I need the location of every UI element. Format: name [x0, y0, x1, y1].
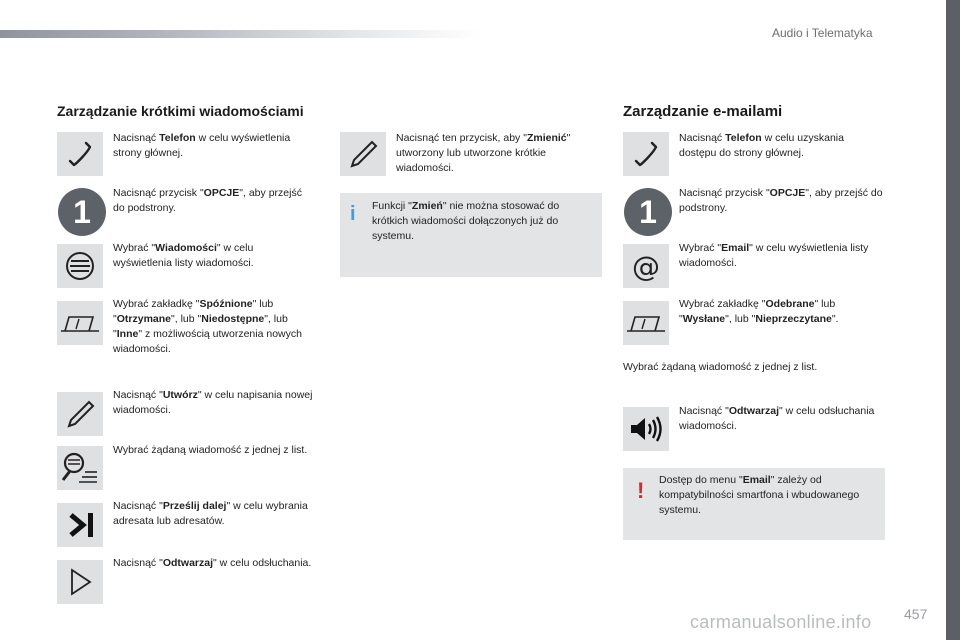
- step-text: Nacisnąć "Utwórz" w celu napisania nowej wiadomości.: [113, 389, 313, 416]
- step-text: Nacisnąć "Odtwarzaj" w celu odsłuchania.: [113, 557, 312, 569]
- step-text: Nacisnąć Telefon w celu wyświetlenia strony głównej.: [113, 132, 291, 159]
- phone-icon: [623, 132, 669, 176]
- step-text: Wybrać "Wiadomości" w celu wyświetlenia listy wiadomości.: [113, 242, 254, 269]
- watermark: carmanualsonline.info: [690, 612, 872, 632]
- step-text: Nacisnąć "Odtwarzaj" w celu odsłuchania wiadomości.: [679, 405, 875, 432]
- info-icon: i: [350, 203, 356, 225]
- pencil-icon: [340, 132, 386, 176]
- pencil-icon: [57, 392, 103, 436]
- warning-text: Dostęp do menu "Email" zależy od kompatybilności smartfona i wbudowanego systemu.: [659, 474, 860, 516]
- step-text: Nacisnąć Telefon w celu uzyskania dostępu do strony głównej.: [679, 132, 844, 159]
- warning-box: [623, 468, 885, 540]
- speaker-icon: [623, 407, 669, 451]
- step-text: Nacisnąć "Prześlij dalej" w celu wybrania adresata lub adresatów.: [113, 500, 308, 527]
- step-text: Wybrać "Email" w celu wyświetlenia listy wiadomości.: [679, 242, 869, 269]
- step-text: Nacisnąć przycisk "OPCJE", aby przejść do podstrony.: [679, 187, 883, 214]
- number-one-badge: 1: [58, 188, 106, 236]
- info-box: [340, 193, 602, 277]
- sms-section-title: Zarządzanie krótkimi wiadomościami: [57, 103, 304, 119]
- play-icon: [57, 560, 103, 604]
- search-list-icon: [57, 446, 103, 490]
- page-number: 457: [904, 606, 928, 622]
- tab-select-icon: [57, 301, 103, 345]
- step-text: Wybrać żądaną wiadomość z jednej z list.: [113, 444, 308, 456]
- header-gradient-bar: [0, 30, 480, 38]
- at-sign-icon: [623, 244, 669, 288]
- step-text: Nacisnąć ten przycisk, aby "Zmienić" utworzony lub utworzone krótkie wiadomości.: [396, 132, 571, 174]
- info-text: Funkcji "Zmień" nie można stosować do krótkich wiadomości dołączonych już do systemu.: [372, 200, 560, 242]
- chapter-title: Audio i Telematyka: [772, 26, 873, 40]
- warning-icon: !: [637, 478, 645, 503]
- step-text: Wybrać zakładkę "Odebrane" lub "Wysłane", lub "Nieprzeczytane".: [679, 298, 839, 325]
- select-message-text: Wybrać żądaną wiadomość z jednej z list.: [623, 361, 818, 373]
- svg-text:@: @: [632, 250, 660, 283]
- right-edge-bar: [946, 0, 960, 640]
- message-list-icon: [57, 244, 103, 288]
- phone-icon: [57, 132, 103, 176]
- number-one-badge: 1: [624, 188, 672, 236]
- step-text: Nacisnąć przycisk "OPCJE", aby przejść do podstrony.: [113, 187, 302, 214]
- forward-icon: [57, 503, 103, 547]
- step-text: Wybrać zakładkę "Spóźnione" lub "Otrzymane", lub "Niedostępne", lub "Inne" z możliwością utworzenia nowych wiadomości.: [113, 298, 302, 355]
- tab-select-icon: [623, 301, 669, 345]
- email-section-title: Zarządzanie e-mailami: [623, 103, 783, 120]
